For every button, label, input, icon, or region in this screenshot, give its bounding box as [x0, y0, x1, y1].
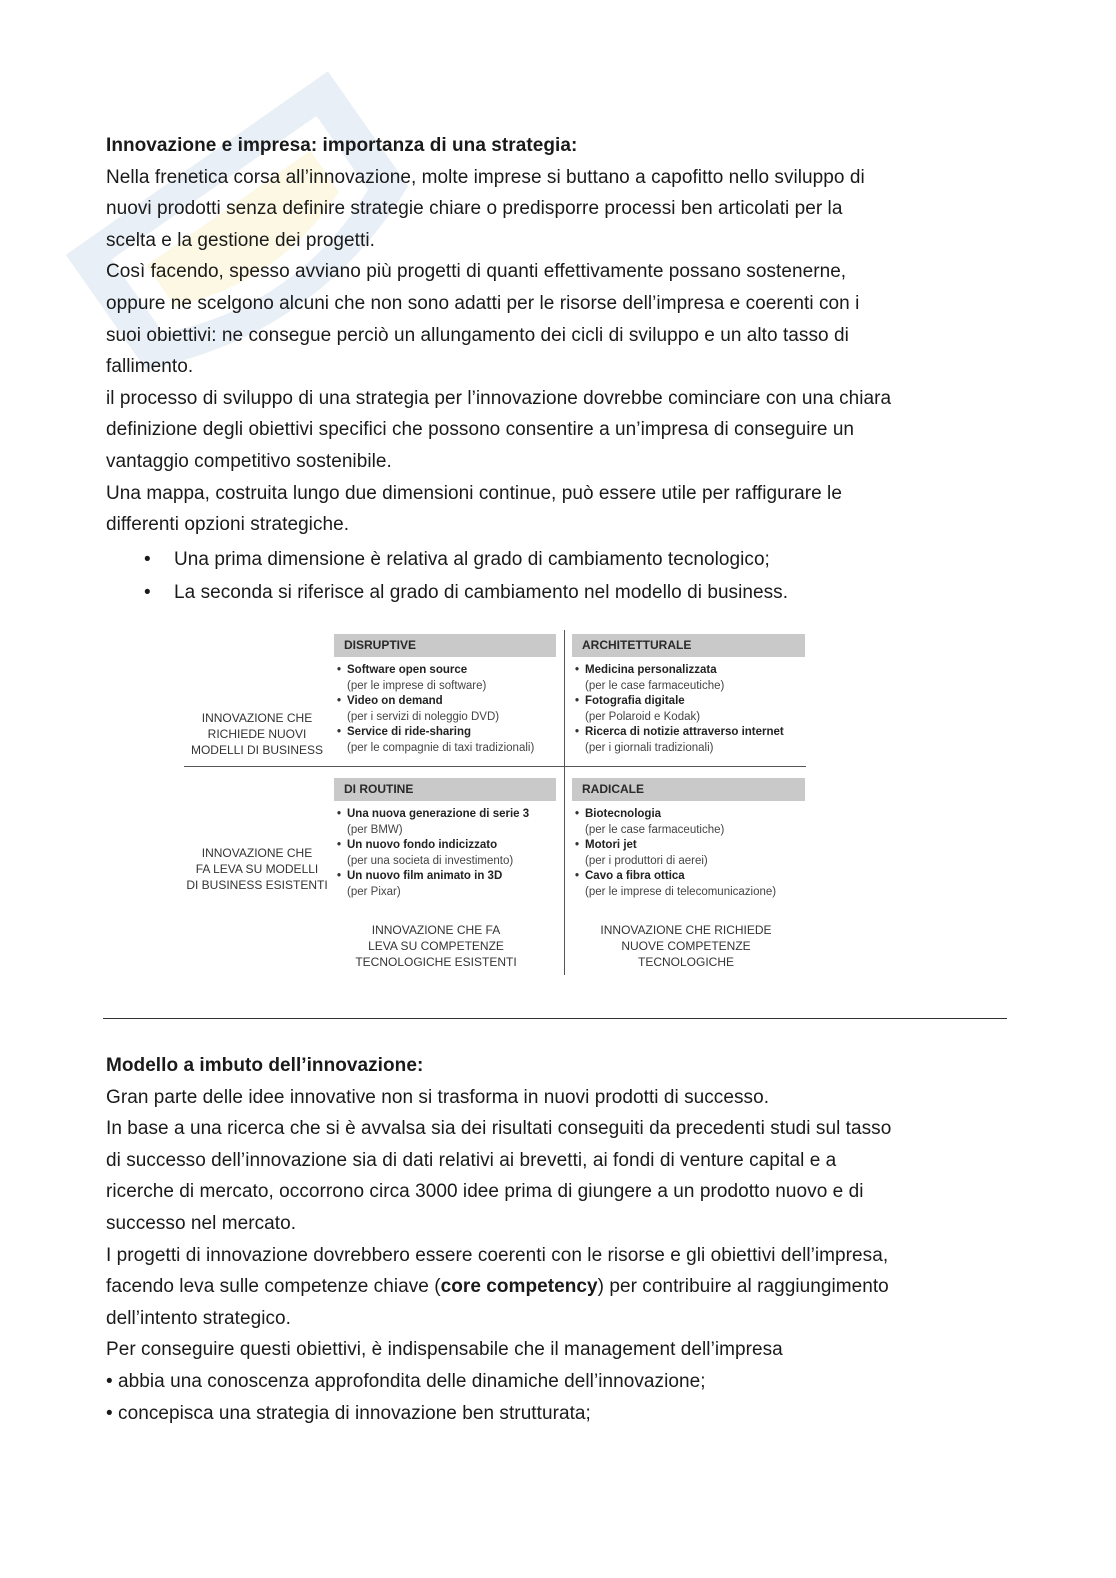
list-item: • Una prima dimensione è relativa al grado di cambiamento tecnologico; — [144, 543, 1006, 576]
paragraph-line: differenti opzioni strategiche. — [106, 514, 350, 536]
list-item: • Fotografia digitale (per Polaroid e Kodak) — [574, 694, 805, 725]
quadrant-title: ARCHITETTURALE — [572, 634, 805, 657]
quadrant-title: RADICALE — [572, 778, 805, 801]
paragraph-line: facendo leva sulle competenze chiave (core competency) per contribuire al raggiungimento — [106, 1276, 889, 1298]
core-competency-term: core competency — [440, 1276, 598, 1298]
matrix-vertical-axis — [564, 630, 565, 975]
section-modello-imbuto — [106, 1050, 1006, 1429]
paragraph-line: I progetti di innovazione dovrebbero essere coerenti con le risorse e gli obiettivi dell’impresa, — [106, 1244, 889, 1266]
paragraph-line: oppure ne scelgono alcuni che non sono adatti per le risorse dell’impresa e coerenti con i — [106, 292, 860, 314]
list-item: • Software open source (per le imprese di software) — [336, 663, 556, 694]
paragraph-line: Per conseguire questi obiettivi, è indispensabile che il management dell’impresa — [106, 1339, 783, 1361]
list-item: • Motori jet (per i produttori di aerei) — [574, 838, 805, 869]
list-item: • La seconda si riferisce al grado di cambiamento nel modello di business. — [144, 576, 1006, 609]
paragraph-line: Così facendo, spesso avviano più progetti di quanti effettivamente possano sostenerne, — [106, 261, 847, 283]
list-item: • Una nuova generazione di serie 3 (per BMW) — [336, 807, 556, 838]
list-item: • abbia una conoscenza approfondita delle dinamiche dell’innovazione; — [106, 1370, 706, 1392]
list-item: • Un nuovo film animato in 3D (per Pixar) — [336, 869, 556, 900]
column-label-new-competences: INNOVAZIONE CHE RICHIEDE NUOVE COMPETENZE TECNOLOGICHE — [600, 923, 772, 969]
list-item: • Ricerca di notizie attraverso internet (per i giornali tradizionali) — [574, 725, 805, 756]
bullet-list — [106, 543, 1006, 609]
paragraph-line: scelta e la gestione dei progetti. — [106, 229, 375, 251]
list-item: • Video on demand (per i servizi di noleggio DVD) — [336, 694, 556, 725]
row-label-existing-business-models: INNOVAZIONE CHE FA LEVA SU MODELLI DI BUSINESS ESISTENTI — [186, 846, 328, 892]
paragraph-line: ricerche di mercato, occorrono circa 3000 idee prima di giungere a un prodotto nuovo e di — [106, 1181, 864, 1203]
paragraph-line: vantaggio competitivo sostenibile. — [106, 450, 392, 472]
list-item: • Service di ride-sharing (per le compagnie di taxi tradizionali) — [336, 725, 556, 756]
paragraph-line: Una mappa, costruita lungo due dimensioni continue, può essere utile per raffigurare le — [106, 482, 842, 504]
paragraph-line: dell’intento strategico. — [106, 1307, 291, 1329]
quadrant-radicale — [572, 778, 805, 900]
quadrant-title: DI ROUTINE — [334, 778, 556, 801]
paragraph-line: il processo di sviluppo di una strategia per l’innovazione dovrebbe cominciare con una chiara — [106, 387, 892, 409]
paragraph-line: In base a una ricerca che si è avvalsa sia dei risultati conseguiti da precedenti studi sul tasso — [106, 1118, 892, 1140]
quadrant-disruptive — [334, 634, 556, 756]
innovation-matrix-figure — [184, 630, 809, 980]
section-heading: Modello a imbuto dell’innovazione: — [106, 1055, 424, 1076]
paragraph-line: di successo dell’innovazione sia di dati relativi ai brevetti, ai fondi di venture capital e a — [106, 1149, 837, 1171]
paragraph-line: Gran parte delle idee innovative non si trasforma in nuovi prodotti di successo. — [106, 1086, 770, 1108]
paragraph-line: suoi obiettivi: ne consegue perciò un allungamento dei cicli di sviluppo e un alto tasso di — [106, 324, 849, 346]
paragraph-line: successo nel mercato. — [106, 1212, 297, 1234]
section-divider — [103, 1018, 1007, 1019]
list-item: • Cavo a fibra ottica (per le imprese di telecomunicazione) — [574, 869, 805, 900]
row-label-new-business-models: INNOVAZIONE CHE RICHIEDE NUOVI MODELLI DI BUSINESS — [190, 711, 324, 757]
matrix-horizontal-axis — [184, 766, 806, 767]
section-heading: Innovazione e impresa: importanza di una strategia: — [106, 135, 578, 156]
section-innovazione-impresa — [106, 130, 1006, 609]
quadrant-architetturale — [572, 634, 805, 756]
list-item: • Un nuovo fondo indicizzato (per una societa di investimento) — [336, 838, 556, 869]
paragraph-line: nuovi prodotti senza definire strategie chiare o predisporre processi ben articolati per la — [106, 198, 843, 220]
list-item: • concepisca una strategia di innovazione ben strutturata; — [106, 1402, 591, 1424]
quadrant-title: DISRUPTIVE — [334, 634, 556, 657]
list-item: • Medicina personalizzata (per le case farmaceutiche) — [574, 663, 805, 694]
paragraph-line: Nella frenetica corsa all’innovazione, molte imprese si buttano a capofitto nello sviluppo di — [106, 166, 865, 188]
paragraph-line: fallimento. — [106, 356, 194, 378]
list-item: • Biotecnologia (per le case farmaceutiche) — [574, 807, 805, 838]
column-label-existing-competences: INNOVAZIONE CHE FA LEVA SU COMPETENZE TECNOLOGICHE ESISTENTI — [355, 923, 517, 969]
quadrant-di-routine — [334, 778, 556, 900]
paragraph-line: definizione degli obiettivi specifici che possono consentire a un’impresa di conseguire un — [106, 419, 855, 441]
